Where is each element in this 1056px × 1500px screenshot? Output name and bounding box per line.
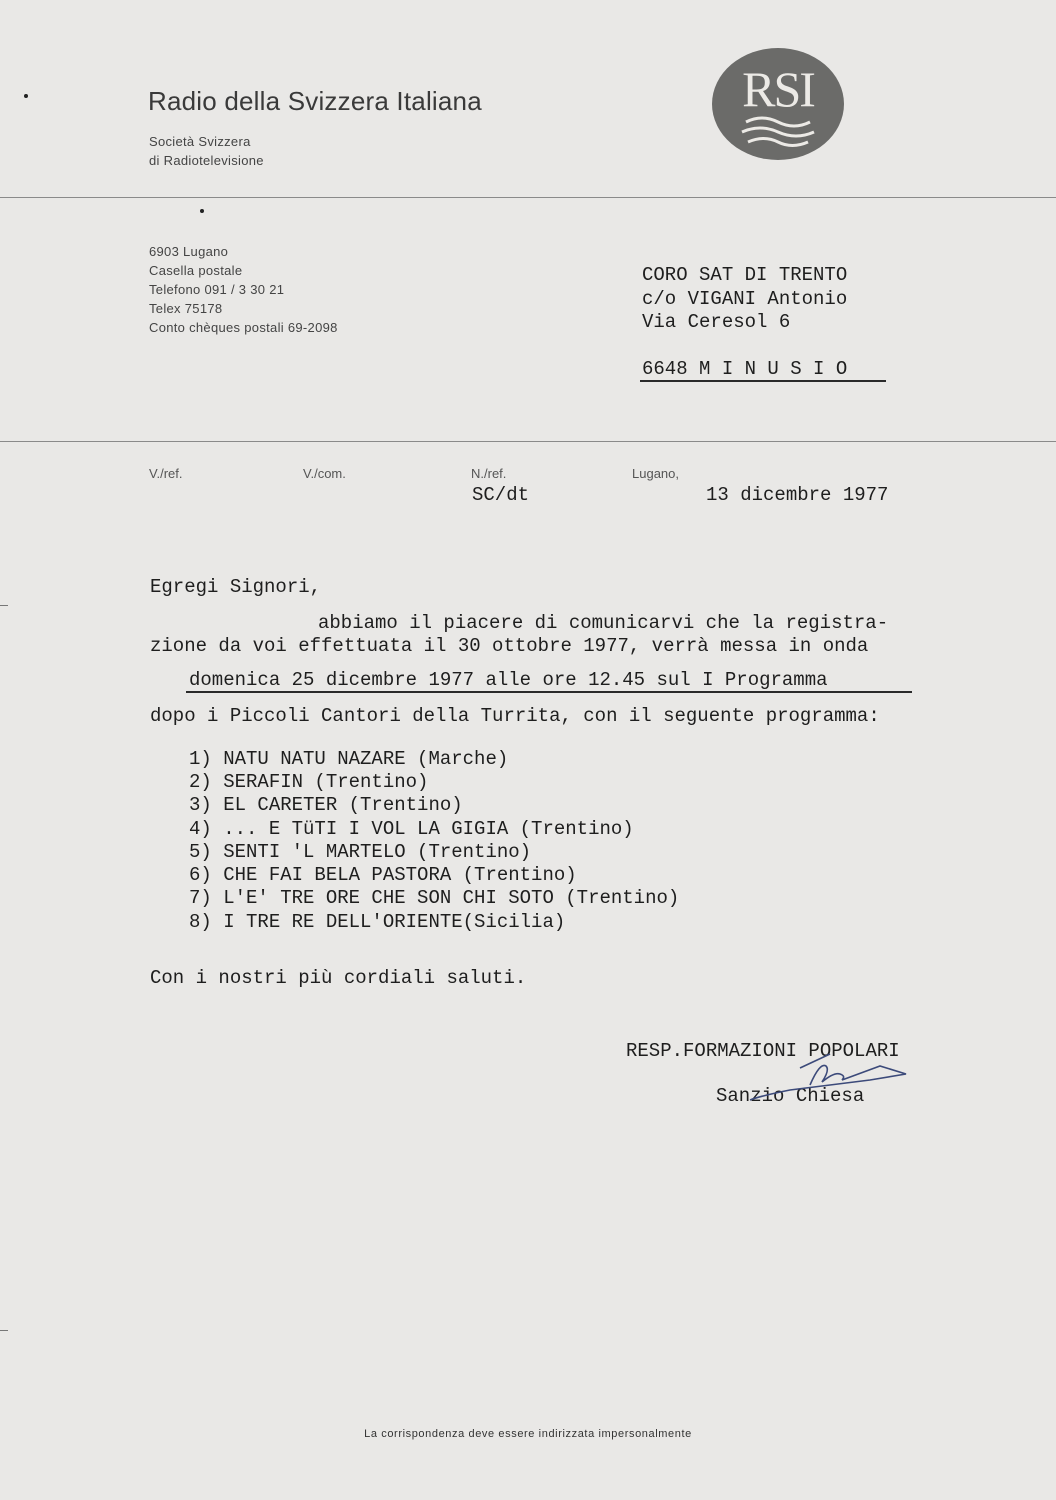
broadcast-date-line: domenica 25 dicembre 1977 alle ore 12.45 sul I Programma (189, 669, 828, 691)
paper-speck (24, 94, 28, 98)
program-item: 5) SENTI 'L MARTELO (Trentino) (189, 841, 532, 863)
footer-note: La corrispondenza deve essere indirizzata impersonalmente (364, 1428, 692, 1440)
recipient-city: 6648 M I N U S I O (642, 358, 848, 380)
org-name: Radio della Svizzera Italiana (148, 86, 482, 116)
recipient-line: Via Ceresol 6 (642, 311, 791, 333)
address-line: Casella postale (149, 263, 243, 278)
handwritten-signature (730, 1040, 920, 1115)
header-divider (0, 197, 1056, 198)
address-line: 6903 Lugano (149, 244, 229, 259)
program-item: 1) NATU NATU NAZARE (Marche) (189, 748, 509, 770)
recipient-line: CORO SAT DI TRENTO (642, 264, 848, 286)
letter-date: 13 dicembre 1977 (706, 484, 889, 506)
body-line: zione da voi effettuata il 30 ottobre 1977, verrà messa in onda (150, 635, 869, 657)
wave-icon (712, 48, 844, 160)
signature-name: Sanzio Chiesa (716, 1085, 865, 1107)
n-ref-value: SC/dt (472, 484, 530, 506)
address-divider (0, 441, 1056, 442)
program-item: 2) SERAFIN (Trentino) (189, 771, 429, 793)
org-subtitle-1: Società Svizzera (149, 134, 251, 149)
recipient-line: c/o VIGANI Antonio (642, 288, 848, 310)
fold-mark (0, 1330, 8, 1331)
rsi-logo-text: RSI (742, 61, 814, 117)
v-ref-label: V./ref. (149, 466, 183, 481)
program-item: 7) L'E' TRE ORE CHE SON CHI SOTO (Trentino) (189, 887, 680, 909)
body-line: abbiamo il piacere di comunicarvi che la registra- (318, 612, 889, 634)
body-line: dopo i Piccoli Cantori della Turrita, con il seguente programma: (150, 705, 880, 727)
place-label: Lugano, (632, 466, 679, 481)
program-item: 4) ... E TüTI I VOL LA GIGIA (Trentino) (189, 818, 634, 840)
address-line: Conto chèques postali 69-2098 (149, 320, 338, 335)
address-line: Telex 75178 (149, 301, 223, 316)
v-com-label: V./com. (303, 466, 346, 481)
salutation: Egregi Signori, (150, 576, 322, 598)
broadcast-underline (186, 691, 912, 693)
n-ref-label: N./ref. (471, 466, 507, 481)
paper-speck (200, 209, 204, 213)
city-underline (640, 380, 886, 382)
program-item: 8) I TRE RE DELL'ORIENTE(Sicilia) (189, 911, 566, 933)
program-item: 6) CHE FAI BELA PASTORA (Trentino) (189, 864, 577, 886)
closing: Con i nostri più cordiali saluti. (150, 967, 527, 989)
fold-mark (0, 605, 8, 606)
address-line: Telefono 091 / 3 30 21 (149, 282, 285, 297)
program-item: 3) EL CARETER (Trentino) (189, 794, 463, 816)
rsi-logo (712, 48, 844, 160)
signature-title: RESP.FORMAZIONI POPOLARI (626, 1040, 900, 1062)
org-subtitle-2: di Radiotelevisione (149, 153, 264, 168)
